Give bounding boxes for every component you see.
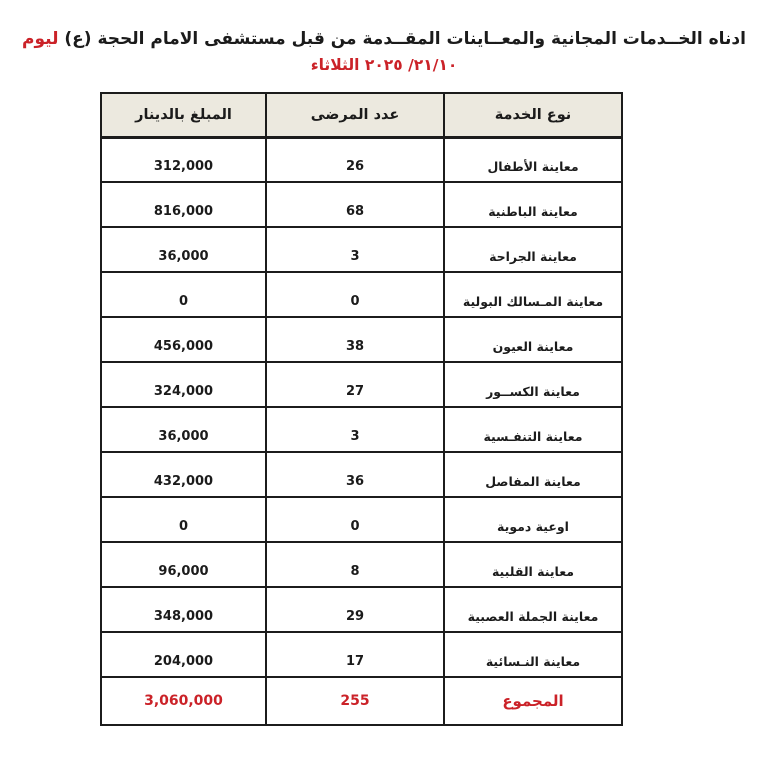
- cell-patients: 26: [266, 137, 444, 182]
- cell-patients: 68: [266, 182, 444, 227]
- table-row: [101, 137, 622, 182]
- cell-service: معاينة التنفـسية: [444, 407, 622, 452]
- table-row: [101, 452, 622, 497]
- cell-service: معاينة النـسائية: [444, 632, 622, 677]
- table-row: [101, 272, 622, 317]
- table-row: [101, 227, 622, 272]
- cell-amount: 96,000: [101, 542, 266, 587]
- cell-amount: 36,000: [101, 407, 266, 452]
- header-amount-dinars: المبلغ بالدينار: [101, 93, 266, 137]
- document-date: ٢١/١٠/ ٢٠٢٥ الثلاثاء: [310, 55, 458, 74]
- table-row: [101, 497, 622, 542]
- cell-service: معاينة المـسالك البولية: [444, 272, 622, 317]
- cell-patients: 29: [266, 587, 444, 632]
- title-text: ادناه الخــدمات المجانية والمعــاينات المقــدمة من قبل مستشفى الامام الحجة (ع): [64, 29, 746, 49]
- cell-service: معاينة الأطفال: [444, 137, 622, 182]
- total-row: [101, 677, 622, 725]
- document-header: [0, 0, 768, 76]
- total-patient-count: 255: [266, 677, 444, 725]
- cell-amount: 0: [101, 272, 266, 317]
- cell-patients: 27: [266, 362, 444, 407]
- cell-service: معاينة الجراحة: [444, 227, 622, 272]
- cell-amount: 0: [101, 497, 266, 542]
- table-row: [101, 407, 622, 452]
- header-patient-count: عدد المرضى: [266, 93, 444, 137]
- services-table-body: [101, 137, 622, 677]
- cell-patients: 38: [266, 317, 444, 362]
- document-title: [0, 27, 768, 52]
- table-row: [101, 587, 622, 632]
- table-row: [101, 182, 622, 227]
- cell-service: معاينة الكســور: [444, 362, 622, 407]
- cell-service: معاينة القلبية: [444, 542, 622, 587]
- cell-patients: 0: [266, 272, 444, 317]
- cell-patients: 3: [266, 227, 444, 272]
- cell-patients: 8: [266, 542, 444, 587]
- header-service-type: نوع الخدمة: [444, 93, 622, 137]
- table-header-row: [101, 93, 622, 137]
- cell-amount: 204,000: [101, 632, 266, 677]
- cell-patients: 0: [266, 497, 444, 542]
- cell-patients: 36: [266, 452, 444, 497]
- total-amount: 3,060,000: [101, 677, 266, 725]
- cell-service: معاينة العيون: [444, 317, 622, 362]
- services-table: [100, 92, 623, 726]
- cell-amount: 432,000: [101, 452, 266, 497]
- table-row: [101, 542, 622, 587]
- total-label: المجموع: [444, 677, 622, 725]
- cell-patients: 3: [266, 407, 444, 452]
- cell-amount: 456,000: [101, 317, 266, 362]
- cell-amount: 36,000: [101, 227, 266, 272]
- cell-patients: 17: [266, 632, 444, 677]
- cell-amount: 816,000: [101, 182, 266, 227]
- cell-service: اوعية دموية: [444, 497, 622, 542]
- table-row: [101, 362, 622, 407]
- table-row: [101, 317, 622, 362]
- cell-service: معاينة المفاصل: [444, 452, 622, 497]
- cell-amount: 324,000: [101, 362, 266, 407]
- cell-amount: 312,000: [101, 137, 266, 182]
- cell-service: معاينة الباطنية: [444, 182, 622, 227]
- cell-service: معاينة الجملة العصبية: [444, 587, 622, 632]
- cell-amount: 348,000: [101, 587, 266, 632]
- table-row: [101, 632, 622, 677]
- title-day-word: ليوم: [22, 29, 59, 49]
